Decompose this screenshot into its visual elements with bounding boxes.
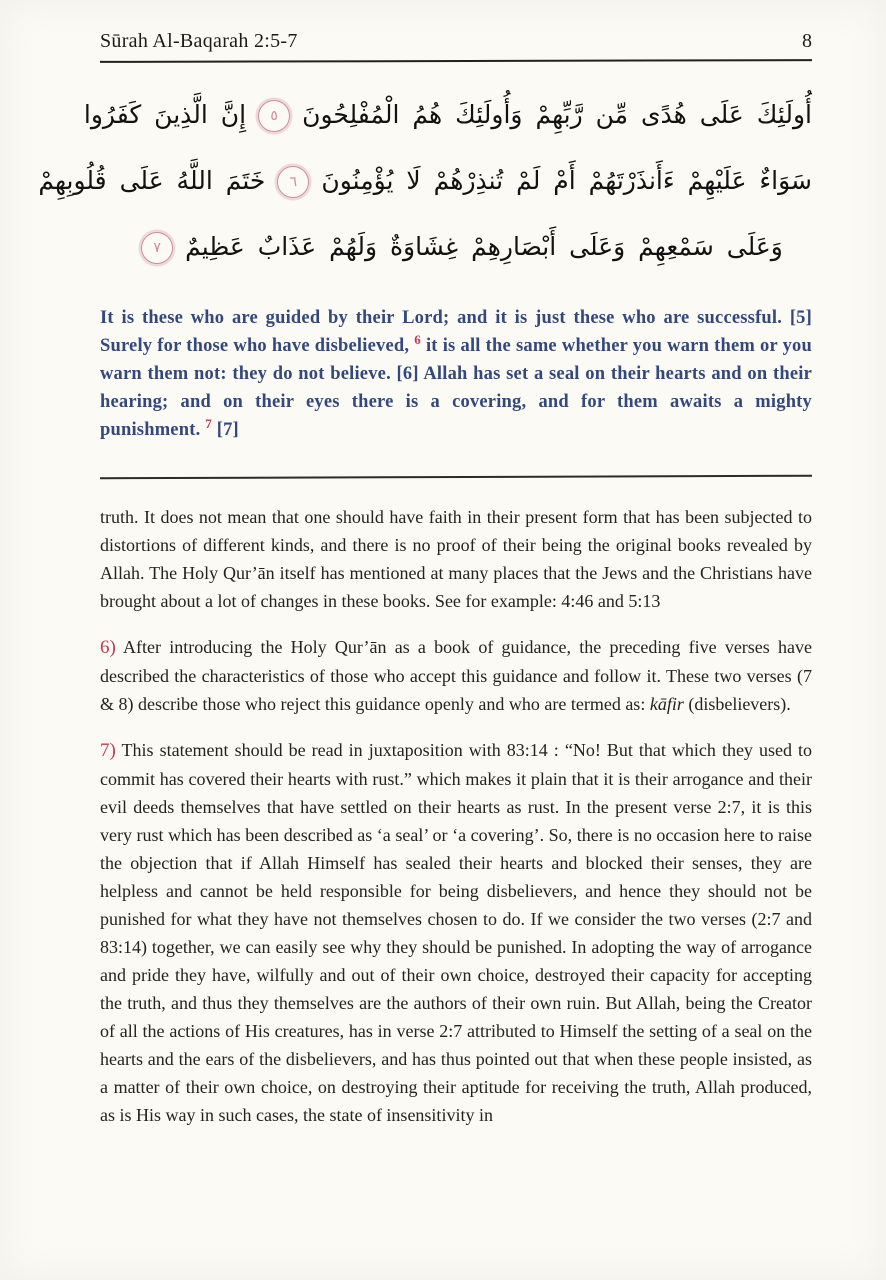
page-header bbox=[100, 30, 812, 53]
arabic-verse-line-2 bbox=[38, 148, 812, 214]
page-number: 8 bbox=[802, 30, 812, 52]
arabic-verse-line-1 bbox=[83, 82, 812, 148]
verse-end-rosette-icon bbox=[277, 166, 309, 198]
arabic-verse-text: وَعَلَى سَمْعِهِمْ وَعَلَى أَبْصَارِهِمْ غِشَاوَةٌ وَلَهُمْ عَذَابٌ عَظِيمٌ bbox=[185, 232, 783, 261]
footnote-7-paragraph bbox=[100, 736, 812, 1129]
arabic-verse-text: إِنَّ الَّذِينَ كَفَرُوا bbox=[83, 100, 247, 129]
translation-text: it is all the same whether you warn them or you warn them not: they do not believe. [6] Allah has set a seal on their hearts and on their hearing; and on their eyes there is a covering, and for them awaits a mighty punishment. bbox=[100, 336, 812, 440]
footnote-6-italic-term: kāfir bbox=[649, 694, 684, 714]
footnote-7-marker: 7) bbox=[100, 740, 116, 761]
verse-number: ٧ bbox=[153, 240, 161, 256]
verse-number: ٦ bbox=[289, 174, 298, 190]
header-rule bbox=[100, 59, 812, 63]
verse-number: ٥ bbox=[270, 108, 278, 124]
footnote-7-text: This statement should be read in juxtaposition with 83:14 : “No! But that which they used to commit has covered their hearts with rust.” which makes it plain that it is their arrogance and their evil deeds themselves that have settled on their hearts as rust. In the present verse 2:7, it is this very rust which has been described as ‘a seal’ or ‘a covering’. So, there is no occasion here to raise the objection that if Allah Himself has sealed their hearts and blocked their senses, they are helpless and cannot be held responsible for being disbelievers, and hence they should not be punished for what they have not themselves chosen to do. If we consider the two verses (2:7 and 83:14) together, we can easily see why they should be punished. In adopting the way of arrogance and pride they have, wilfully and out of their own choice, destroyed their capacity for accepting the truth, and thus they themselves are the authors of their own ruin. But Allah, being the Creator of all the actions of His creatures, has in verse 2:7 attributed to Himself the setting of a seal on the hearts and the ears of the disbelievers, and has thus pointed out that when these people insisted, as a matter of their own choice, on destroying their aptitude for receiving the truth, Allah produced, as is His way in such cases, the state of insensitivity in bbox=[100, 740, 812, 1125]
translation-text: [7] bbox=[211, 420, 239, 440]
english-translation-paragraph bbox=[100, 304, 812, 444]
footnote-ref-7: 7 bbox=[205, 415, 212, 431]
verse-end-rosette-icon bbox=[258, 100, 290, 132]
footnote-6-text: After introducing the Holy Qur’ān as a book of guidance, the preceding five verses have described the characteristics of those who accept this guidance and follow it. These two verses (7 & 8) describe those who reject this guidance openly and who are termed as: bbox=[100, 637, 812, 714]
footnote-ref-6: 6 bbox=[414, 331, 421, 347]
commentary-section bbox=[100, 503, 812, 1129]
section-divider-rule bbox=[100, 475, 812, 479]
arabic-verse-text: سَوَاءٌ عَلَيْهِمْ ءَأَنذَرْتَهُمْ أَمْ لَمْ تُنذِرْهُمْ لَا يُؤْمِنُونَ bbox=[321, 166, 812, 195]
footnote-6-marker: 6) bbox=[100, 637, 116, 658]
translation-text: It is these who are guided by their Lord; and it is just these who are successful. [5] Surely for those who have disbelieved, bbox=[100, 308, 812, 356]
commentary-paragraph: truth. It does not mean that one should have faith in their present form that has been subjected to distortions of different kinds, and there is no proof of their being the original books revealed by Allah. The Holy Qur’ān itself has mentioned at many places that the Jews and the Christians have brought about a lot of changes in these books. See for example: 4:46 and 5:13 bbox=[100, 507, 812, 611]
running-header-title: Sūrah Al-Baqarah 2:5-7 bbox=[100, 30, 298, 52]
arabic-verse-line-3 bbox=[100, 214, 812, 280]
arabic-verse-text: خَتَمَ اللَّهُ عَلَى قُلُوبِهِمْ bbox=[38, 166, 266, 195]
verse-end-rosette-icon bbox=[141, 232, 173, 264]
footnote-6-paragraph bbox=[100, 633, 812, 718]
quran-arabic-verses bbox=[38, 82, 812, 280]
footnote-6-text-after: (disbelievers). bbox=[683, 694, 791, 714]
arabic-verse-text: أُولَئِكَ عَلَى هُدًى مِّن رَّبِّهِمْ وَأُولَئِكَ هُمُ الْمُفْلِحُونَ bbox=[302, 100, 812, 129]
